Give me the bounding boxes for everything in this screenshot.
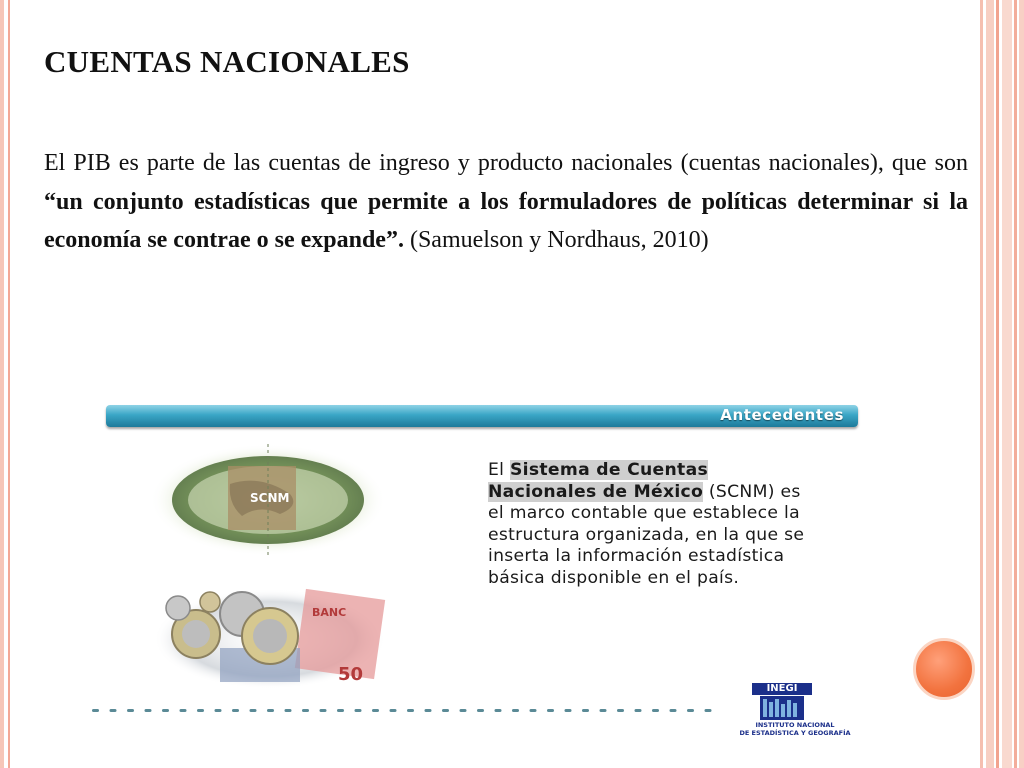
right-stripe-3 [996, 0, 999, 768]
inegi-logo-icon [720, 683, 870, 743]
dotted-separator [88, 706, 738, 716]
scnm-rest: (SCNM) es el marco contable que establece la estructura organizada, en la que se inserta la información estadística básica disponible en el país. [488, 481, 805, 588]
separator-dot [600, 709, 607, 712]
separator-dot [390, 709, 397, 712]
separator-dot [337, 709, 344, 712]
right-stripe-2 [986, 0, 994, 768]
separator-dot [635, 709, 642, 712]
globe-scnm-text: SCNM [250, 491, 290, 505]
inegi-line1: INSTITUTO NACIONAL [755, 721, 835, 729]
separator-dot [477, 709, 484, 712]
separator-dot [442, 709, 449, 712]
separator-dot [582, 709, 589, 712]
separator-dot [92, 709, 99, 712]
paragraph-citation: (Samuelson y Nordhaus, 2010) [403, 227, 709, 253]
separator-dot [285, 709, 292, 712]
separator-dot [530, 709, 537, 712]
separator-dot [407, 709, 414, 712]
separator-dot [512, 709, 519, 712]
separator-dot [670, 709, 677, 712]
paragraph-bold-quote: “un conjunto estadísticas que permite a los formuladores de políticas determinar si la economía se contrae o se expande”. [44, 188, 968, 253]
scnm-description [488, 460, 808, 590]
separator-dot [197, 709, 204, 712]
main-paragraph [44, 144, 968, 260]
inegi-line2: DE ESTADÍSTICA Y GEOGRAFÍA [739, 729, 851, 737]
separator-dot [652, 709, 659, 712]
separator-dot [127, 709, 134, 712]
separator-dot [705, 709, 712, 712]
paragraph-part1: El PIB es parte de las cuentas de ingreso y producto nacionales (cuentas nacionales), que son [44, 150, 968, 176]
globe-scnm-icon [150, 444, 386, 556]
separator-dot [162, 709, 169, 712]
embedded-slide-image [102, 400, 872, 745]
separator-dot [617, 709, 624, 712]
scnm-system-name: Sistema de Cuentas Nacionales de México [488, 460, 708, 502]
separator-dot [215, 709, 222, 712]
separator-dot [495, 709, 502, 712]
separator-dot [302, 709, 309, 712]
orange-accent-circle [913, 638, 975, 700]
separator-dot [320, 709, 327, 712]
separator-dot [110, 709, 117, 712]
right-stripe-6 [1019, 0, 1024, 768]
separator-dot [250, 709, 257, 712]
separator-dot [232, 709, 239, 712]
separator-dot [425, 709, 432, 712]
separator-dot [547, 709, 554, 712]
antecedentes-label: Antecedentes [720, 406, 844, 424]
inegi-logo-mark [760, 696, 804, 720]
right-stripe-4 [1002, 0, 1012, 768]
page-title: CUENTAS NACIONALES [44, 44, 410, 79]
separator-dot [460, 709, 467, 712]
separator-dot [372, 709, 379, 712]
scnm-intro: El [488, 460, 510, 480]
separator-dot [180, 709, 187, 712]
separator-dot [145, 709, 152, 712]
coins-money-icon [150, 586, 390, 692]
separator-dot [565, 709, 572, 712]
right-stripe-5 [1014, 0, 1017, 768]
separator-dot [267, 709, 274, 712]
svg-text:BANC: BANC [312, 606, 347, 619]
inegi-brand-text: INEGI [752, 683, 812, 695]
separator-dot [687, 709, 694, 712]
antecedentes-header-bar [106, 405, 858, 427]
separator-dot [355, 709, 362, 712]
right-stripe-1 [980, 0, 983, 768]
svg-text:50: 50 [338, 664, 364, 685]
left-stripe-inner [8, 0, 10, 768]
left-stripe-outer [0, 0, 4, 768]
